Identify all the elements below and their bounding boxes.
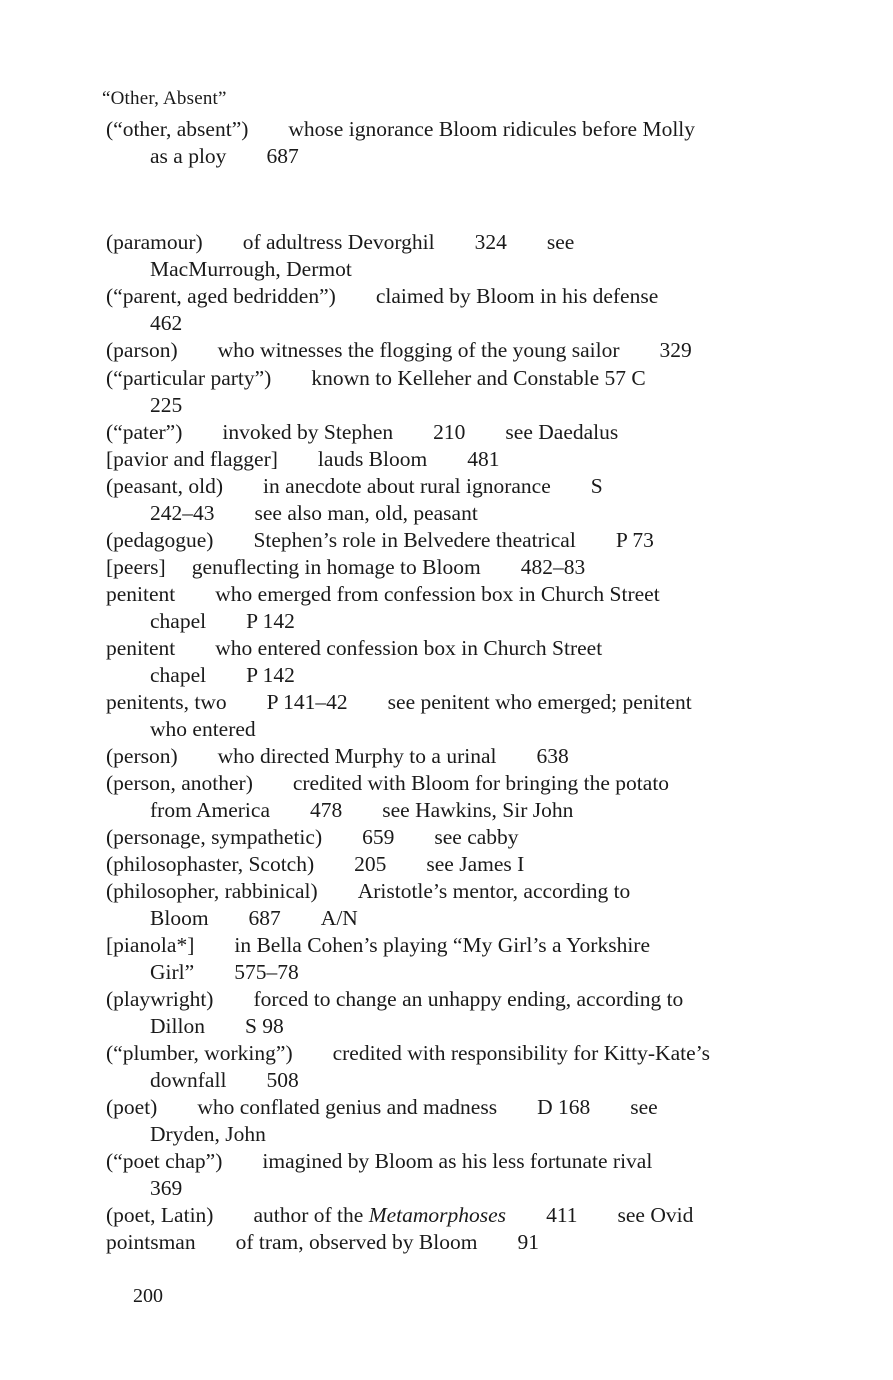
entry-head: [pianola*] [106, 933, 195, 957]
index-entry: (peasant, old) in anecdote about rural ignorance S 242–43 see also man, old, peasant [106, 474, 603, 525]
work-title: Metamorphoses [368, 1203, 507, 1227]
index-entry: (“plumber, working”) credited with responsibility for Kitty-Kate’s downfall 508 [106, 1041, 710, 1092]
index-entry: (“other, absent”) whose ignorance Bloom ridicules before Molly as a ploy 687 [106, 117, 696, 168]
entry-head: [peers] [106, 555, 166, 579]
index-entry: (philosopher, rabbinical) Aristotle’s mentor, according to Bloom 687 A/N [106, 879, 631, 930]
index-entry: (poet) who conflated genius and madness D 168 see Dryden, John [106, 1095, 658, 1146]
entry-head: penitent [106, 636, 176, 660]
index-entry: (paramour) of adultress Devorghil 324 see MacMurrough, Dermot [106, 230, 575, 281]
index-entry: [pianola*] in Bella Cohen’s playing “My Girl’s a Yorkshire Girl” 575–78 [106, 933, 650, 984]
entry-head: (“poet chap”) [106, 1149, 223, 1173]
index-entry: (philosophaster, Scotch) 205 see James I [106, 852, 525, 876]
index-entry: (pedagogue) Stephen’s role in Belvedere theatrical P 73 [106, 528, 654, 552]
entry-head: (peasant, old) [106, 474, 224, 498]
entry-head: (personage, sympathetic) [106, 825, 323, 849]
entry-head: penitents, two [106, 690, 227, 714]
entry-head: penitent [106, 582, 176, 606]
running-header: “Other, Absent” [102, 88, 227, 109]
index-entry: (“parent, aged bedridden”) claimed by Bloom in his defense 462 [106, 284, 659, 335]
index-entry: penitent who entered confession box in Church Street chapel P 142 [106, 636, 603, 687]
index-entry: (personage, sympathetic) 659 see cabby [106, 825, 519, 849]
entry-head: (“other, absent”) [106, 117, 249, 141]
index-entry: (person, another) credited with Bloom for bringing the potato from America 478 see Hawkins, Sir John [106, 771, 670, 822]
index-entry: [peers] genuflecting in homage to Bloom 482–83 [106, 555, 586, 579]
entry-head: (person) [106, 744, 178, 768]
index-entry: pointsman of tram, observed by Bloom 91 [106, 1230, 539, 1254]
entry-head: (“parent, aged bedridden”) [106, 284, 336, 308]
entry-head: [pavior and flagger] [106, 447, 278, 471]
index-entry: (“pater”) invoked by Stephen 210 see Daedalus [106, 420, 619, 444]
entry-head: (“particular party”) [106, 366, 272, 390]
entry-head: (poet, Latin) [106, 1203, 214, 1227]
entry-head: (philosopher, rabbinical) [106, 879, 318, 903]
index-entry: (parson) who witnesses the flogging of the young sailor 329 [106, 338, 692, 362]
entry-head: (poet) [106, 1095, 158, 1119]
index-entry: penitents, two P 141–42 see penitent who emerged; penitent who entered [106, 690, 692, 741]
entry-head: (philosophaster, Scotch) [106, 852, 315, 876]
page-number: 200 [133, 1285, 163, 1307]
entry-head: pointsman [106, 1230, 196, 1254]
index-entry: (“poet chap”) imagined by Bloom as his less fortunate rival 369 [106, 1149, 653, 1200]
entry-head: (pedagogue) [106, 528, 214, 552]
entry-head: (person, another) [106, 771, 253, 795]
index-entry: (poet, Latin) author of the Metamorphoses 411 see Ovid [106, 1203, 694, 1227]
index-entry: (playwright) forced to change an unhappy ending, according to Dillon S 98 [106, 987, 684, 1038]
index-entry: [pavior and flagger] lauds Bloom 481 [106, 447, 500, 471]
entry-head: (playwright) [106, 987, 214, 1011]
index-entry: penitent who emerged from confession box in Church Street chapel P 142 [106, 582, 660, 633]
entry-head: (“plumber, working”) [106, 1041, 293, 1065]
entry-head: (parson) [106, 338, 178, 362]
entry-head: (paramour) [106, 230, 203, 254]
index-entry: (person) who directed Murphy to a urinal 638 [106, 744, 569, 768]
index-entry: (“particular party”) known to Kelleher and Constable 57 C 225 [106, 366, 646, 417]
entry-head: (“pater”) [106, 420, 183, 444]
